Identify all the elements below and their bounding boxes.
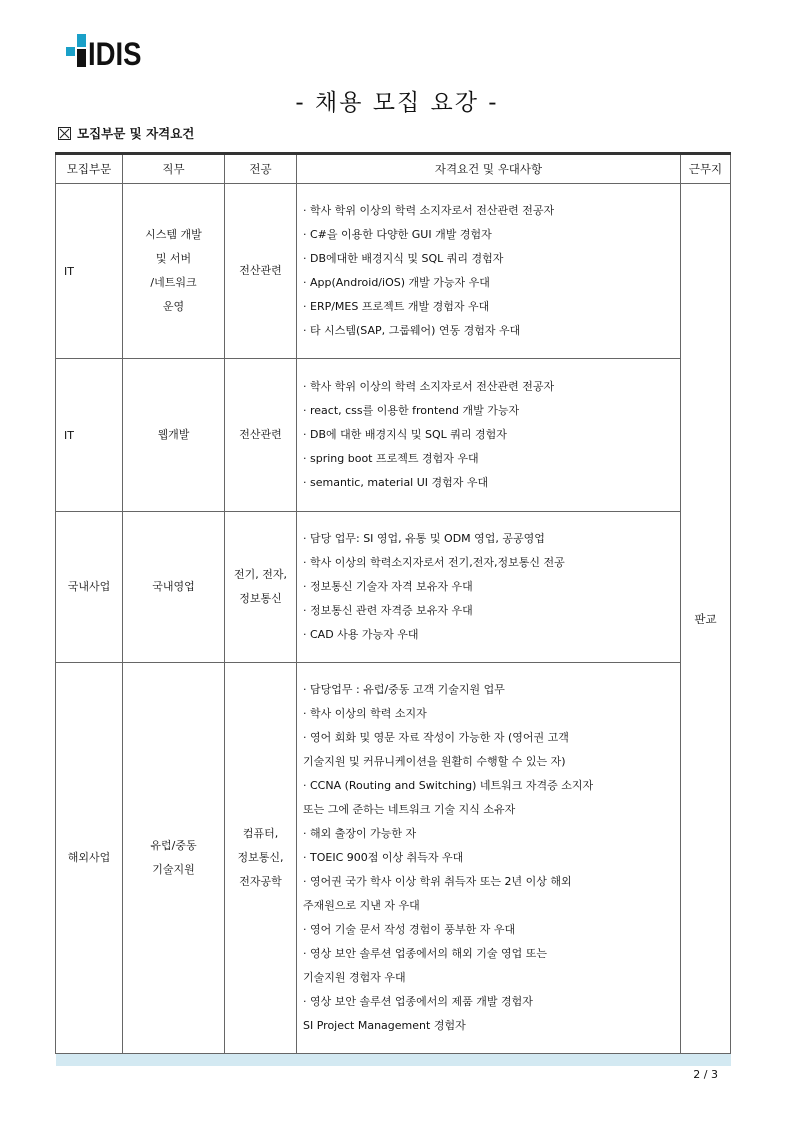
header-workplace: 근무지 [681,154,731,184]
job-cell: 유럽/중동 기술지원 [123,663,225,1054]
major-cell: 전기, 전자, 정보통신 [225,512,297,663]
major-cell: 전산관련 [225,184,297,359]
workplace-cell: 판교 [681,184,731,1054]
division-cell: 국내사업 [56,512,123,663]
page-number: 2 / 3 [693,1068,718,1081]
page-title: - 채용 모집 요강 - [295,90,499,116]
division-cell: IT [56,359,123,512]
table-row [56,184,731,359]
table-footer-band [56,1054,731,1067]
header-requirements: 자격요건 및 우대사항 [297,154,681,184]
table-row [56,359,731,512]
requirements-cell: · 담당업무 : 유럽/중동 고객 기술지원 업무 · 학사 이상의 학력 소지자 · 영어 회화 및 영문 자료 작성이 가능한 자 (영어권 고객 기술지원 및 커뮤니케이션을 원활히 수행할 수 있는 자) · CCNA (Routing and Switching) 네트워크 자격증 소지자 또는 그에 준하는 네트워크 기술 지식 소유자 · 해외 출장이 가능한 자 · TOEIC 900점 이상 취득자 우대 · 영어권 국가 학사 이상 학위 취득자 또는 2년 이상 해외 주재원으로 지낸 자 우대 · 영어 기술 문서 작성 경험이 풍부한 자 우대 · 영상 보안 솔루션 업종에서의 해외 기술 영업 또는 기술지원 경험자 우대 · 영상 보안 솔루션 업종에서의 제품 개발 경험자 SI Project Management 경험자 [297,663,681,1054]
table-row [56,512,731,663]
header-major: 전공 [225,154,297,184]
requirements-cell: · 학사 학위 이상의 학력 소지자로서 전산관련 전공자 · react, css를 이용한 frontend 개발 가능자 · DB에 대한 배경지식 및 SQL 쿼리 경험자 · spring boot 프로젝트 경험자 우대 · semantic, material UI 경험자 우대 [297,359,681,512]
section-heading-text: 모집부문 및 자격요건 [77,126,195,141]
table-header-row [56,154,731,184]
logo-wordmark: IDIS [88,36,142,72]
header-job: 직무 [123,154,225,184]
division-cell: IT [56,184,123,359]
requirements-cell: · 담당 업무: SI 영업, 유통 및 ODM 영업, 공공영업 · 학사 이상의 학력소지자로서 전기,전자,정보통신 전공 · 정보통신 기술자 자격 보유자 우대 · 정보통신 관련 자격증 보유자 우대 · CAD 사용 가능자 우대 [297,512,681,663]
requirements-table [55,152,731,1066]
job-cell: 웹개발 [123,359,225,512]
header-division: 모집부문 [56,154,123,184]
section-heading [58,124,194,142]
table-row [56,663,731,1054]
major-cell: 전산관련 [225,359,297,512]
job-cell: 국내영업 [123,512,225,663]
major-cell: 컴퓨터, 정보통신, 전자공학 [225,663,297,1054]
requirements-cell: · 학사 학위 이상의 학력 소지자로서 전산관련 전공자 · C#을 이용한 다양한 GUI 개발 경험자 · DB에대한 배경지식 및 SQL 쿼리 경험자 · App(Android/iOS) 개발 가능자 우대 · ERP/MES 프로젝트 개발 경험자 우대 · 타 시스템(SAP, 그룹웨어) 연동 경험자 우대 [297,184,681,359]
checkbox-x-icon [58,127,71,140]
job-cell: 시스템 개발 및 서버 /네트워크 운영 [123,184,225,359]
division-cell: 해외사업 [56,663,123,1054]
